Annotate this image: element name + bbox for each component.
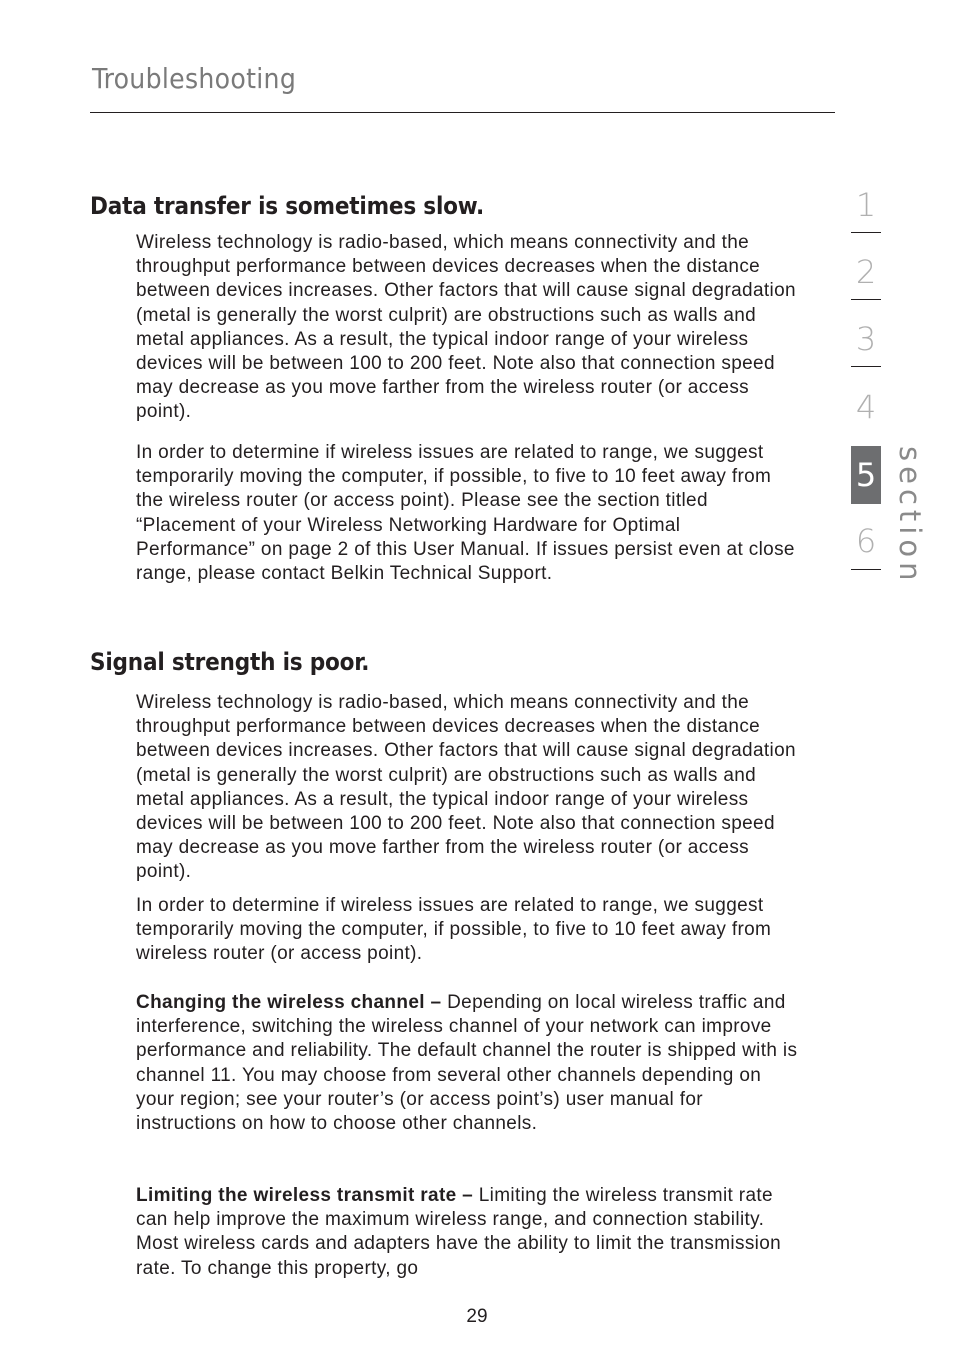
page-number: 29 bbox=[466, 1306, 488, 1327]
paragraph: Wireless technology is radio-based, which means connectivity and the throughput performance between devices decreases when the distance between devices increases. Other factors that will cause signal degradation (metal is generally the worst culprit) are obstructions such as walls and metal appliances. As a result, the typical indoor range of your wireless devices will be between 100 to 200 feet. Note also that connection speed may decrease as you move farther from the wireless router (or access point). bbox=[136, 692, 796, 883]
section-nav-divider bbox=[851, 569, 881, 570]
paragraph: In order to determine if wireless issues are related to range, we suggest temporarily moving the computer, if possible, to five to 10 feet away from the wireless router (or access point). Please see the section titled “Placement of your Wireless Networking Hardware for Optimal Performance” on page 2 of this User Manual. If issues persist even at close range, please contact Belkin Technical Support. bbox=[136, 442, 795, 585]
subsection-lead: Changing the wireless channel – bbox=[136, 992, 442, 1013]
subsection-transmit-rate bbox=[136, 1184, 804, 1281]
paragraph: Wireless technology is radio-based, which means connectivity and the throughput performance between devices decreases when the distance between devices increases. Other factors that will cause signal degradation (metal is generally the worst culprit) are obstructions such as walls and metal appliances. As a result, the typical indoor range of your wireless devices will be between 100 to 200 feet. Note also that connection speed may decrease as you move farther from the wireless router (or access point). bbox=[136, 232, 796, 423]
section-nav-1[interactable]: 1 bbox=[855, 186, 877, 224]
subsection-text: Limiting the wireless transmit rate can help improve the maximum wireless range, and connection stability. Most wireless cards and adapters have the ability to limit the transmission rate. To change this property, go bbox=[136, 1185, 782, 1279]
section-nav-divider bbox=[851, 366, 881, 367]
section-nav-5-active[interactable]: 5 bbox=[851, 446, 881, 504]
subsection-lead: Limiting the wireless transmit rate – bbox=[136, 1185, 474, 1206]
section-nav-2[interactable]: 2 bbox=[855, 253, 877, 291]
section-nav-3[interactable]: 3 bbox=[855, 320, 877, 358]
section-heading-slow-transfer: Data transfer is sometimes slow. bbox=[90, 192, 485, 220]
subsection-text: Depending on local wireless traffic and interference, switching the wireless channel of your network can improve performance and reliability. The default channel the router is shipped with is channel 11. You may choose from several other channels depending on your region; see your router’s (or access point’s) user manual for instructions on how to choose other channels. bbox=[136, 992, 798, 1135]
section-nav-4[interactable]: 4 bbox=[855, 388, 877, 426]
section-label: section bbox=[893, 446, 927, 586]
section-heading-signal-strength: Signal strength is poor. bbox=[90, 648, 370, 676]
section-nav-6[interactable]: 6 bbox=[855, 522, 877, 560]
section-nav-divider bbox=[851, 232, 881, 233]
subsection-changing-channel bbox=[136, 991, 804, 1136]
section-nav-divider bbox=[851, 299, 881, 300]
paragraph: In order to determine if wireless issues are related to range, we suggest temporarily moving the computer, if possible, to five to 10 feet away from wireless router (or access point). bbox=[136, 895, 772, 965]
page-header-title: Troubleshooting bbox=[92, 62, 297, 95]
header-divider bbox=[90, 112, 835, 113]
